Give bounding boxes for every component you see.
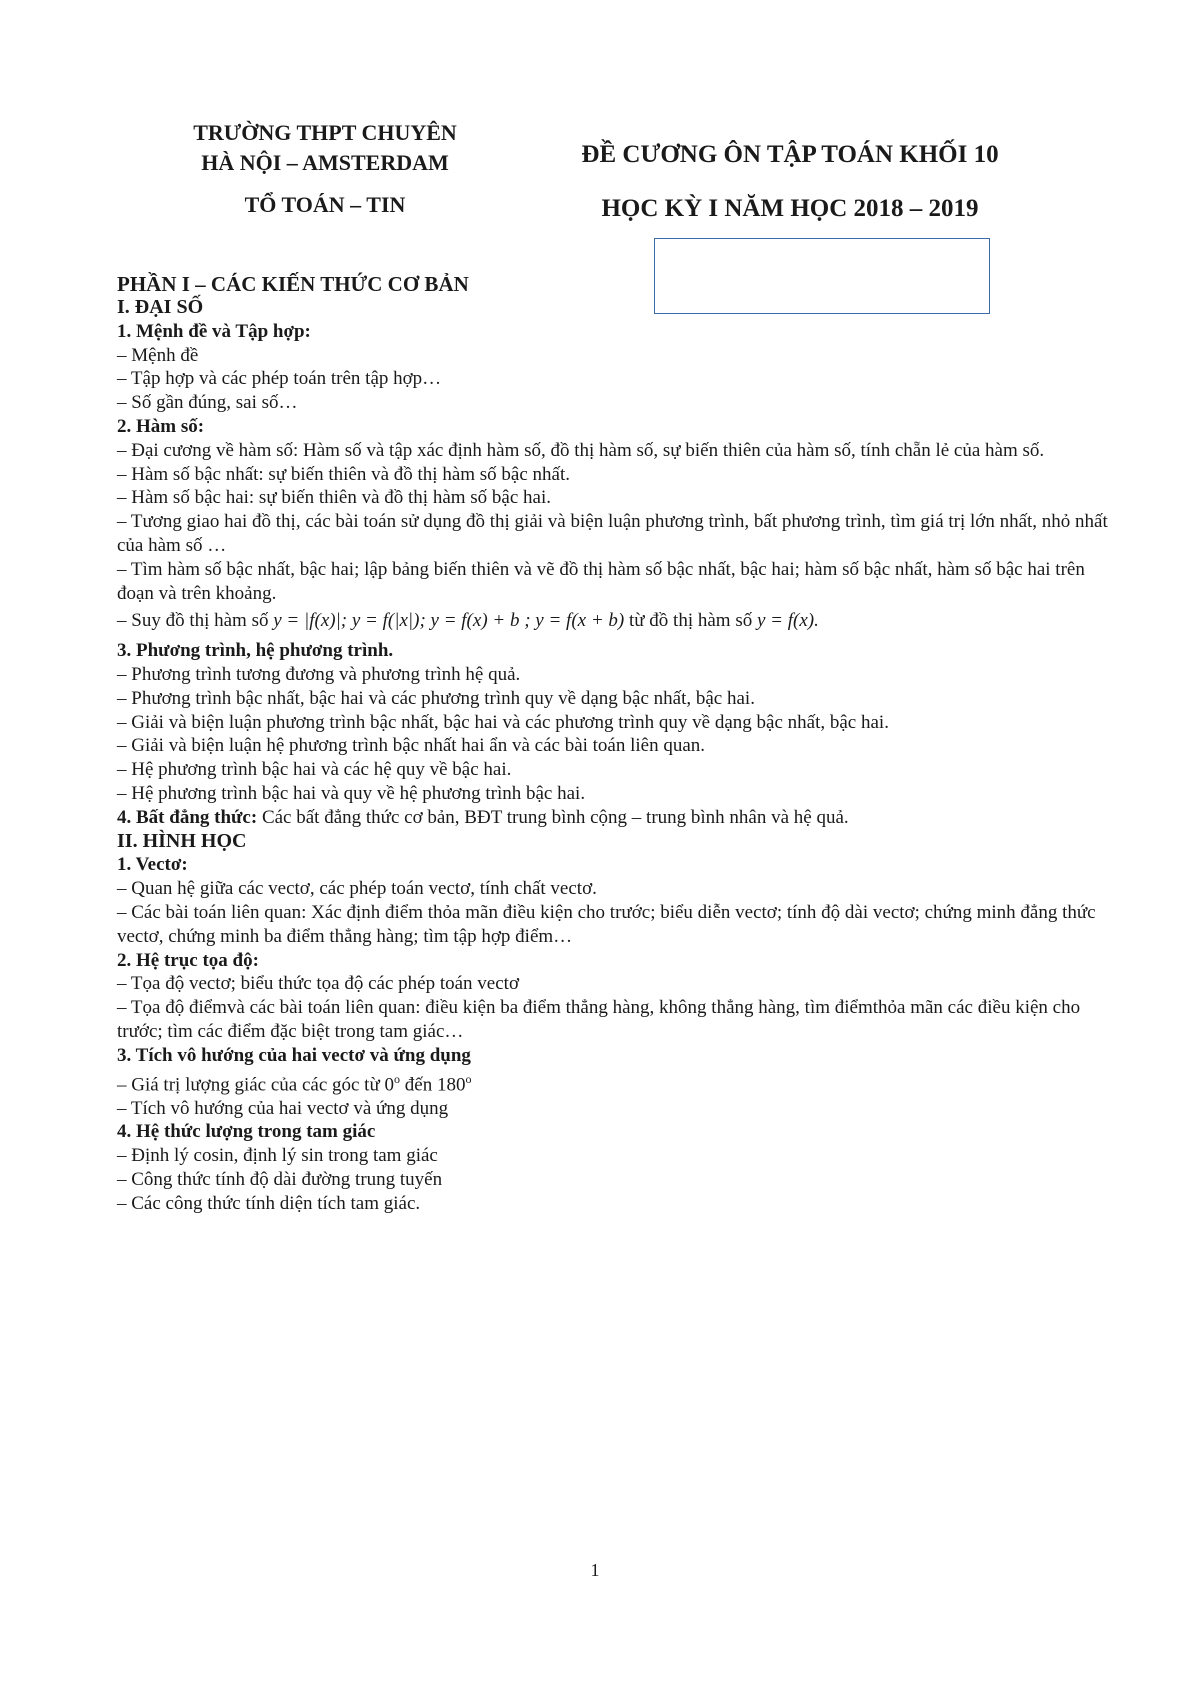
degree-sign: o (394, 1071, 401, 1086)
school-name (170, 118, 480, 178)
list-item: – Hệ phương trình bậc hai và quy về hệ phương trình bậc hai. (117, 782, 586, 804)
transform-prefix: – Suy đồ thị hàm số (117, 610, 274, 632)
school-line-1: TRƯỜNG THPT CHUYÊN (193, 120, 457, 145)
list-item: – Công thức tính độ dài đường trung tuyến (117, 1169, 443, 1191)
department: TỔ TOÁN – TIN (244, 192, 406, 217)
list-item: – Định lý cosin, định lý sin trong tam giác (117, 1145, 438, 1167)
list-item: – Đại cương về hàm số: Hàm số và tập xác định hàm số, đồ thị hàm số, sự biến thiên của hàm số, tính chẵn lẻ của hàm số. (117, 439, 1045, 461)
list-item: – Quan hệ giữa các vectơ, các phép toán vectơ, tính chất vectơ. (117, 878, 597, 900)
section-heading: 4. Hệ thức lượng trong tam giác (117, 1121, 376, 1143)
list-item (117, 609, 1112, 633)
list-item (117, 806, 1112, 830)
list-item: – Tập hợp và các phép toán trên tập hợp… (117, 368, 442, 390)
section-heading: 4. Bất đẳng thức: (117, 806, 258, 828)
angle-text-1: – Giá trị lượng giác của các góc từ 0 (117, 1073, 395, 1095)
title-line-1: ĐỀ CƯƠNG ÔN TẬP TOÁN KHỐI 10 (581, 141, 999, 168)
list-item: – Giải và biện luận phương trình bậc nhất, bậc hai và các phương trình quy về dạng bậc nhất, bậc hai. (117, 711, 889, 733)
degree-sign: o (465, 1071, 472, 1086)
list-item: – Tương giao hai đồ thị, các bài toán sử dụng đồ thị giải và biện luận phương trình, bất phương trình, tìm giá trị lớn nhất, nhỏ nhất của hàm số … (117, 511, 1108, 556)
list-item: – Các bài toán liên quan: Xác định điểm thỏa mãn điều kiện cho trước; biểu diễn vectơ; tính độ dài vectơ; chứng minh đẳng thức vectơ, chứng minh ba điểm thẳng hàng; tìm tập hợp điểm… (117, 901, 1096, 947)
list-item: – Mệnh đề (117, 344, 199, 366)
list-item: – Tìm hàm số bậc nhất, bậc hai; lập bảng biến thiên và vẽ đồ thị hàm số bậc nhất, bậc hai; hàm số bậc nhất, hàm số bậc hai trên đoạn và trên khoảng. (117, 558, 1085, 604)
transform-middle: từ đồ thị hàm số (624, 610, 757, 632)
transform-target: y = f(x). (756, 610, 819, 632)
list-item: – Tọa độ điểmvà các bài toán liên quan: điều kiện ba điểm thẳng hàng, không thẳng hàng, tìm điểmthỏa mãn các điều kiện cho trước; tìm các điểm đặc biệt trong tam giác… (117, 997, 1081, 1042)
section-heading: 2. Hệ trục tọa độ: (117, 949, 259, 971)
list-item: – Hệ phương trình bậc hai và các hệ quy về bậc hai. (117, 759, 512, 781)
section-heading: 3. Phương trình, hệ phương trình. (117, 640, 394, 662)
section-heading: 3. Tích vô hướng của hai vectơ và ứng dụng (117, 1044, 471, 1066)
list-item: – Số gần đúng, sai số… (117, 392, 298, 414)
title-line-2: HỌC KỲ I NĂM HỌC 2018 – 2019 (601, 195, 979, 222)
list-item: – Phương trình tương đương và phương trình hệ quả. (117, 663, 521, 685)
section-heading: 1. Vectơ: (117, 854, 188, 876)
transform-formulas: y = |f(x)|; y = f(|x|); y = f(x) + b ; y = f(x + b) (273, 610, 625, 632)
algebra-heading: I. ĐẠI SỐ (117, 296, 204, 318)
page-number: 1 (590, 1560, 600, 1580)
document-title (540, 128, 1040, 236)
angle-text-2: đến 180 (400, 1073, 466, 1095)
list-item: – Các công thức tính diện tích tam giác. (117, 1192, 421, 1214)
content (117, 272, 1112, 1216)
list-item: – Hàm số bậc nhất: sự biến thiên và đồ thị hàm số bậc nhất. (117, 463, 571, 485)
school-line-2: HÀ NỘI – AMSTERDAM (201, 150, 449, 175)
list-item: – Tọa độ vectơ; biểu thức tọa độ các phép toán vectơ (117, 973, 519, 995)
list-item (117, 1068, 1112, 1097)
part-heading: PHẦN I – CÁC KIẾN THỨC CƠ BẢN (117, 272, 469, 296)
section-text: Các bất đẳng thức cơ bản, BĐT trung bình cộng – trung bình nhân và hệ quả. (257, 806, 849, 828)
geometry-heading: II. HÌNH HỌC (117, 829, 247, 852)
section-heading: 1. Mệnh đề và Tập hợp: (117, 320, 311, 342)
list-item: – Hàm số bậc hai: sự biến thiên và đồ thị hàm số bậc hai. (117, 487, 552, 509)
list-item: – Giải và biện luận hệ phương trình bậc nhất hai ẩn và các bài toán liên quan. (117, 735, 706, 757)
list-item: – Tích vô hướng của hai vectơ và ứng dụng (117, 1097, 449, 1119)
list-item: – Phương trình bậc nhất, bậc hai và các phương trình quy về dạng bậc nhất, bậc hai. (117, 687, 755, 709)
section-heading: 2. Hàm số: (117, 415, 205, 437)
